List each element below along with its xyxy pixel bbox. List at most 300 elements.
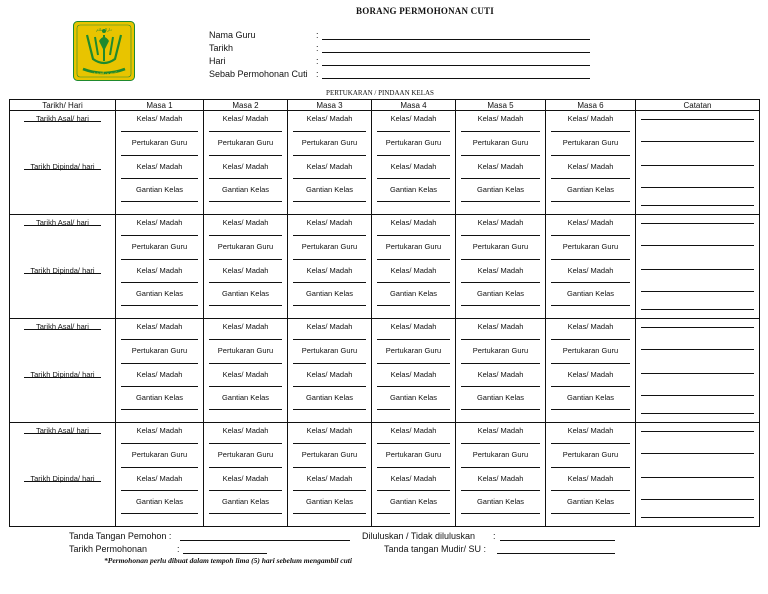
- tarikh-dipinda-line[interactable]: [24, 169, 101, 170]
- slot-line[interactable]: [461, 409, 540, 410]
- period-cell: [116, 423, 204, 527]
- slot-line[interactable]: [377, 386, 450, 387]
- catatan-line[interactable]: [641, 431, 754, 432]
- slot-label: Pertukaran Guru: [562, 242, 619, 251]
- slot-label: Kelas/ Madah: [136, 370, 183, 379]
- tarikh-asal-line[interactable]: [24, 121, 101, 122]
- slot-label: Kelas/ Madah: [306, 266, 353, 275]
- slot-line[interactable]: [209, 259, 282, 260]
- slot-label: Kelas/ Madah: [136, 474, 183, 483]
- slot-label: Kelas/ Madah: [390, 218, 437, 227]
- catatan-line[interactable]: [641, 453, 754, 454]
- col-header: Catatan: [636, 100, 760, 111]
- field-colon: :: [316, 56, 319, 66]
- slot-label: Kelas/ Madah: [306, 218, 353, 227]
- slot-label: Kelas/ Madah: [567, 218, 614, 227]
- slot-label: Gantian Kelas: [135, 185, 184, 194]
- tarikh-dipinda-label: Tarikh Dipinda/ hari: [30, 266, 95, 275]
- slot-label: Kelas/ Madah: [136, 114, 183, 123]
- slot-label: Kelas/ Madah: [477, 162, 524, 171]
- slot-label: Kelas/ Madah: [567, 322, 614, 331]
- tarikh-asal-label: Tarikh Asal/ hari: [36, 426, 89, 435]
- slot-line[interactable]: [293, 467, 366, 468]
- slot-line[interactable]: [377, 282, 450, 283]
- slot-line[interactable]: [121, 363, 198, 364]
- slot-line[interactable]: [209, 443, 282, 444]
- slot-label: Gantian Kelas: [135, 393, 184, 402]
- diluluskan-line[interactable]: [500, 540, 615, 541]
- slot-label: Kelas/ Madah: [222, 114, 269, 123]
- slot-label: Gantian Kelas: [305, 289, 354, 298]
- slot-line[interactable]: [209, 339, 282, 340]
- table-row: [10, 215, 760, 319]
- slot-line[interactable]: [461, 178, 540, 179]
- tandatangan-mudir-line[interactable]: [497, 553, 615, 554]
- col-header: Masa 2: [204, 100, 288, 111]
- field-colon: :: [316, 43, 319, 53]
- period-cell: [288, 111, 372, 215]
- slot-line[interactable]: [209, 131, 282, 132]
- tarikh-dipinda-label: Tarikh Dipinda/ hari: [30, 474, 95, 483]
- diluluskan-label: Diluluskan / Tidak diluluskan: [362, 531, 476, 541]
- slot-label: Pertukaran Guru: [217, 242, 274, 251]
- slot-label: Pertukaran Guru: [472, 242, 529, 251]
- catatan-line[interactable]: [641, 205, 754, 206]
- period-cell: [116, 111, 204, 215]
- slot-line[interactable]: [293, 259, 366, 260]
- date-cell: [10, 111, 116, 215]
- catatan-line[interactable]: [641, 187, 754, 188]
- tarikh-permohonan-label: Tarikh Permohonan: [69, 544, 148, 554]
- catatan-line[interactable]: [641, 119, 754, 120]
- slot-line[interactable]: [551, 409, 630, 410]
- col-header: Masa 4: [372, 100, 456, 111]
- slot-label: Kelas/ Madah: [390, 322, 437, 331]
- slot-line[interactable]: [293, 282, 366, 283]
- slot-line[interactable]: [209, 201, 282, 202]
- slot-label: Kelas/ Madah: [477, 114, 524, 123]
- slot-line[interactable]: [293, 339, 366, 340]
- slot-label: Pertukaran Guru: [385, 138, 442, 147]
- slot-line[interactable]: [209, 467, 282, 468]
- slot-line[interactable]: [121, 282, 198, 283]
- slot-line[interactable]: [377, 513, 450, 514]
- col-header: Masa 1: [116, 100, 204, 111]
- field-label: Hari: [209, 56, 226, 66]
- slot-label: Kelas/ Madah: [390, 162, 437, 171]
- slot-line[interactable]: [461, 490, 540, 491]
- slot-label: Pertukaran Guru: [562, 138, 619, 147]
- slot-label: Pertukaran Guru: [385, 450, 442, 459]
- tarikh-asal-line[interactable]: [24, 433, 101, 434]
- slot-label: Kelas/ Madah: [306, 370, 353, 379]
- slot-line[interactable]: [209, 513, 282, 514]
- slot-line[interactable]: [121, 409, 198, 410]
- table-row: [10, 111, 760, 215]
- period-cell: [546, 423, 636, 527]
- tarikh-dipinda-label: Tarikh Dipinda/ hari: [30, 162, 95, 171]
- period-cell: [204, 111, 288, 215]
- field-colon: :: [316, 30, 319, 40]
- col-header: Masa 3: [288, 100, 372, 111]
- tarikh-dipinda-label: Tarikh Dipinda/ hari: [30, 370, 95, 379]
- slot-label: Kelas/ Madah: [390, 426, 437, 435]
- slot-line[interactable]: [551, 467, 630, 468]
- slot-label: Kelas/ Madah: [136, 426, 183, 435]
- tarikh-dipinda-line[interactable]: [24, 377, 101, 378]
- slot-line[interactable]: [209, 305, 282, 306]
- period-cell: [372, 319, 456, 423]
- catatan-cell: [636, 423, 760, 527]
- slot-line[interactable]: [461, 305, 540, 306]
- slot-label: Kelas/ Madah: [567, 266, 614, 275]
- slot-line[interactable]: [293, 513, 366, 514]
- slot-line[interactable]: [209, 386, 282, 387]
- period-cell: [204, 423, 288, 527]
- slot-line[interactable]: [121, 201, 198, 202]
- slot-label: Kelas/ Madah: [306, 322, 353, 331]
- diluluskan-colon: :: [493, 531, 496, 541]
- slot-label: Kelas/ Madah: [390, 370, 437, 379]
- slot-line[interactable]: [461, 467, 540, 468]
- slot-label: Pertukaran Guru: [131, 346, 188, 355]
- slot-line[interactable]: [377, 235, 450, 236]
- slot-label: Pertukaran Guru: [301, 450, 358, 459]
- slot-label: Gantian Kelas: [305, 393, 354, 402]
- slot-line[interactable]: [551, 386, 630, 387]
- period-cell: [372, 423, 456, 527]
- catatan-line[interactable]: [641, 165, 754, 166]
- slot-line[interactable]: [209, 155, 282, 156]
- nama-guru-input-line[interactable]: [322, 39, 590, 40]
- slot-label: Gantian Kelas: [135, 497, 184, 506]
- slot-line[interactable]: [293, 490, 366, 491]
- period-cell: [456, 423, 546, 527]
- slot-line[interactable]: [551, 235, 630, 236]
- period-cell: [204, 319, 288, 423]
- slot-line[interactable]: [121, 339, 198, 340]
- slot-line[interactable]: [377, 131, 450, 132]
- catatan-line[interactable]: [641, 309, 754, 310]
- slot-label: Pertukaran Guru: [217, 346, 274, 355]
- slot-line[interactable]: [121, 155, 198, 156]
- catatan-line[interactable]: [641, 395, 754, 396]
- slot-line[interactable]: [293, 409, 366, 410]
- slot-label: Kelas/ Madah: [222, 162, 269, 171]
- slot-line[interactable]: [121, 178, 198, 179]
- slot-line[interactable]: [121, 386, 198, 387]
- tandatangan-pemohon-line[interactable]: [180, 540, 350, 541]
- field-label: Tarikh: [209, 43, 234, 53]
- form-title: BORANG PERMOHONAN CUTI: [356, 6, 494, 16]
- slot-label: Gantian Kelas: [305, 497, 354, 506]
- period-cell: [288, 215, 372, 319]
- period-cell: [288, 423, 372, 527]
- slot-line[interactable]: [551, 155, 630, 156]
- tarikh-asal-label: Tarikh Asal/ hari: [36, 218, 89, 227]
- period-cell: [372, 111, 456, 215]
- slot-label: Pertukaran Guru: [385, 346, 442, 355]
- slot-label: Kelas/ Madah: [306, 114, 353, 123]
- slot-label: Kelas/ Madah: [477, 474, 524, 483]
- slot-label: Kelas/ Madah: [567, 162, 614, 171]
- slot-line[interactable]: [121, 305, 198, 306]
- slot-label: Kelas/ Madah: [477, 426, 524, 435]
- slot-label: Kelas/ Madah: [306, 426, 353, 435]
- slot-label: Gantian Kelas: [221, 185, 270, 194]
- slot-label: Gantian Kelas: [389, 289, 438, 298]
- tarikh-asal-line[interactable]: [24, 225, 101, 226]
- slot-line[interactable]: [377, 155, 450, 156]
- slot-line[interactable]: [121, 513, 198, 514]
- slot-label: Gantian Kelas: [566, 393, 615, 402]
- tarikh-input-line[interactable]: [322, 52, 590, 53]
- slot-line[interactable]: [461, 363, 540, 364]
- catatan-cell: [636, 319, 760, 423]
- table-header-row: [10, 100, 760, 111]
- logo-text-top: دارالسلام: [96, 27, 112, 32]
- slot-label: Kelas/ Madah: [136, 322, 183, 331]
- slot-line[interactable]: [377, 339, 450, 340]
- catatan-line[interactable]: [641, 477, 754, 478]
- slot-line[interactable]: [551, 339, 630, 340]
- field-label: Nama Guru: [209, 30, 256, 40]
- slot-line[interactable]: [121, 131, 198, 132]
- slot-line[interactable]: [209, 178, 282, 179]
- slot-line[interactable]: [551, 178, 630, 179]
- slot-line[interactable]: [461, 513, 540, 514]
- slot-line[interactable]: [377, 443, 450, 444]
- period-cell: [546, 319, 636, 423]
- slot-line[interactable]: [461, 201, 540, 202]
- period-cell: [546, 111, 636, 215]
- period-cell: [116, 215, 204, 319]
- slot-line[interactable]: [293, 443, 366, 444]
- slot-label: Gantian Kelas: [389, 185, 438, 194]
- tarikh-permohonan-colon: :: [177, 544, 180, 554]
- catatan-line[interactable]: [641, 373, 754, 374]
- slot-label: Kelas/ Madah: [222, 322, 269, 331]
- slot-label: Gantian Kelas: [221, 393, 270, 402]
- slot-label: Kelas/ Madah: [477, 322, 524, 331]
- table-row: [10, 423, 760, 527]
- slot-label: Pertukaran Guru: [385, 242, 442, 251]
- hari-input-line[interactable]: [322, 65, 590, 66]
- period-cell: [116, 319, 204, 423]
- slot-line[interactable]: [121, 259, 198, 260]
- slot-label: Kelas/ Madah: [222, 370, 269, 379]
- catatan-line[interactable]: [641, 327, 754, 328]
- slot-line[interactable]: [377, 201, 450, 202]
- slot-label: Gantian Kelas: [476, 393, 525, 402]
- tandatangan-pemohon-label: Tanda Tangan Pemohon :: [69, 531, 172, 541]
- tarikh-asal-label: Tarikh Asal/ hari: [36, 322, 89, 331]
- slot-label: Pertukaran Guru: [472, 450, 529, 459]
- slot-label: Kelas/ Madah: [477, 218, 524, 227]
- slot-label: Gantian Kelas: [566, 185, 615, 194]
- tarikh-asal-line[interactable]: [24, 329, 101, 330]
- catatan-line[interactable]: [641, 223, 754, 224]
- slot-line[interactable]: [551, 305, 630, 306]
- slot-line[interactable]: [293, 201, 366, 202]
- slot-line[interactable]: [461, 282, 540, 283]
- slot-label: Kelas/ Madah: [306, 162, 353, 171]
- slot-label: Pertukaran Guru: [562, 346, 619, 355]
- slot-line[interactable]: [209, 363, 282, 364]
- slot-line[interactable]: [377, 259, 450, 260]
- slot-line[interactable]: [461, 339, 540, 340]
- footer-note: *Permohonan perlu dibuat dalam tempoh lima (5) hari sebelum mengambil cuti: [104, 556, 352, 565]
- catatan-cell: [636, 215, 760, 319]
- slot-label: Kelas/ Madah: [567, 474, 614, 483]
- slot-label: Kelas/ Madah: [222, 266, 269, 275]
- logo-text-bottom: كمنترين ڤنديديقن: [91, 71, 117, 75]
- slot-line[interactable]: [121, 443, 198, 444]
- slot-label: Gantian Kelas: [476, 185, 525, 194]
- slot-label: Gantian Kelas: [389, 497, 438, 506]
- slot-line[interactable]: [121, 235, 198, 236]
- slot-label: Gantian Kelas: [305, 185, 354, 194]
- slot-line[interactable]: [293, 178, 366, 179]
- slot-label: Kelas/ Madah: [567, 426, 614, 435]
- slot-line[interactable]: [209, 490, 282, 491]
- slot-line[interactable]: [209, 282, 282, 283]
- tarikh-permohonan-line[interactable]: [183, 553, 267, 554]
- catatan-line[interactable]: [641, 349, 754, 350]
- catatan-line[interactable]: [641, 413, 754, 414]
- slot-line[interactable]: [551, 363, 630, 364]
- tarikh-dipinda-line[interactable]: [24, 481, 101, 482]
- slot-line[interactable]: [551, 513, 630, 514]
- period-cell: [546, 215, 636, 319]
- slot-label: Pertukaran Guru: [562, 450, 619, 459]
- date-cell: [10, 215, 116, 319]
- tarikh-asal-label: Tarikh Asal/ hari: [36, 114, 89, 123]
- slot-label: Pertukaran Guru: [472, 346, 529, 355]
- slot-label: Kelas/ Madah: [567, 370, 614, 379]
- ministry-logo: [73, 21, 135, 81]
- slot-line[interactable]: [377, 490, 450, 491]
- slot-label: Gantian Kelas: [476, 289, 525, 298]
- slot-line[interactable]: [377, 363, 450, 364]
- slot-label: Gantian Kelas: [389, 393, 438, 402]
- col-header: Masa 6: [546, 100, 636, 111]
- slot-line[interactable]: [377, 467, 450, 468]
- slot-line[interactable]: [461, 155, 540, 156]
- slot-label: Pertukaran Guru: [301, 346, 358, 355]
- catatan-line[interactable]: [641, 291, 754, 292]
- slot-line[interactable]: [293, 155, 366, 156]
- slot-label: Kelas/ Madah: [477, 266, 524, 275]
- slot-label: Kelas/ Madah: [390, 474, 437, 483]
- slot-label: Pertukaran Guru: [217, 450, 274, 459]
- slot-line[interactable]: [461, 443, 540, 444]
- slot-line[interactable]: [293, 363, 366, 364]
- period-cell: [288, 319, 372, 423]
- slot-line[interactable]: [551, 259, 630, 260]
- slot-label: Gantian Kelas: [221, 289, 270, 298]
- slot-line[interactable]: [461, 131, 540, 132]
- slot-line[interactable]: [377, 178, 450, 179]
- slot-label: Gantian Kelas: [221, 497, 270, 506]
- field-label: Sebab Permohonan Cuti: [209, 69, 308, 79]
- slot-label: Kelas/ Madah: [136, 162, 183, 171]
- slot-line[interactable]: [551, 490, 630, 491]
- catatan-line[interactable]: [641, 517, 754, 518]
- slot-line[interactable]: [209, 409, 282, 410]
- slot-label: Kelas/ Madah: [390, 266, 437, 275]
- catatan-line[interactable]: [641, 269, 754, 270]
- slot-label: Gantian Kelas: [135, 289, 184, 298]
- catatan-line[interactable]: [641, 141, 754, 142]
- slot-label: Pertukaran Guru: [301, 138, 358, 147]
- col-header: Tarikh/ Hari: [10, 100, 116, 111]
- slot-label: Pertukaran Guru: [301, 242, 358, 251]
- col-header: Masa 5: [456, 100, 546, 111]
- sebab-input-line[interactable]: [322, 78, 590, 79]
- slot-line[interactable]: [209, 235, 282, 236]
- slot-label: Pertukaran Guru: [131, 450, 188, 459]
- slot-line[interactable]: [461, 259, 540, 260]
- period-cell: [204, 215, 288, 319]
- slot-line[interactable]: [293, 386, 366, 387]
- slot-line[interactable]: [121, 490, 198, 491]
- slot-line[interactable]: [293, 131, 366, 132]
- period-cell: [372, 215, 456, 319]
- slot-label: Pertukaran Guru: [131, 138, 188, 147]
- slot-label: Gantian Kelas: [566, 497, 615, 506]
- slot-line[interactable]: [551, 282, 630, 283]
- slot-label: Pertukaran Guru: [131, 242, 188, 251]
- class-change-table: [9, 99, 760, 527]
- slot-line[interactable]: [293, 235, 366, 236]
- slot-line[interactable]: [551, 443, 630, 444]
- date-cell: [10, 423, 116, 527]
- catatan-line[interactable]: [641, 499, 754, 500]
- slot-label: Kelas/ Madah: [567, 114, 614, 123]
- field-colon: :: [316, 69, 319, 79]
- period-cell: [456, 319, 546, 423]
- table-row: [10, 319, 760, 423]
- slot-line[interactable]: [377, 409, 450, 410]
- slot-label: Kelas/ Madah: [477, 370, 524, 379]
- period-cell: [456, 215, 546, 319]
- slot-line[interactable]: [461, 386, 540, 387]
- slot-label: Pertukaran Guru: [217, 138, 274, 147]
- slot-label: Gantian Kelas: [566, 289, 615, 298]
- slot-label: Kelas/ Madah: [222, 474, 269, 483]
- catatan-line[interactable]: [641, 245, 754, 246]
- slot-label: Kelas/ Madah: [136, 218, 183, 227]
- catatan-cell: [636, 111, 760, 215]
- slot-label: Kelas/ Madah: [390, 114, 437, 123]
- period-cell: [456, 111, 546, 215]
- slot-label: Pertukaran Guru: [472, 138, 529, 147]
- slot-line[interactable]: [121, 467, 198, 468]
- tarikh-dipinda-line[interactable]: [24, 273, 101, 274]
- slot-line[interactable]: [293, 305, 366, 306]
- slot-line[interactable]: [551, 201, 630, 202]
- slot-label: Kelas/ Madah: [222, 426, 269, 435]
- slot-label: Kelas/ Madah: [306, 474, 353, 483]
- slot-line[interactable]: [461, 235, 540, 236]
- slot-label: Gantian Kelas: [476, 497, 525, 506]
- slot-line[interactable]: [551, 131, 630, 132]
- slot-label: Kelas/ Madah: [136, 266, 183, 275]
- slot-line[interactable]: [377, 305, 450, 306]
- tandatangan-mudir-label: Tanda tangan Mudir/ SU :: [384, 544, 487, 554]
- slot-label: Kelas/ Madah: [222, 218, 269, 227]
